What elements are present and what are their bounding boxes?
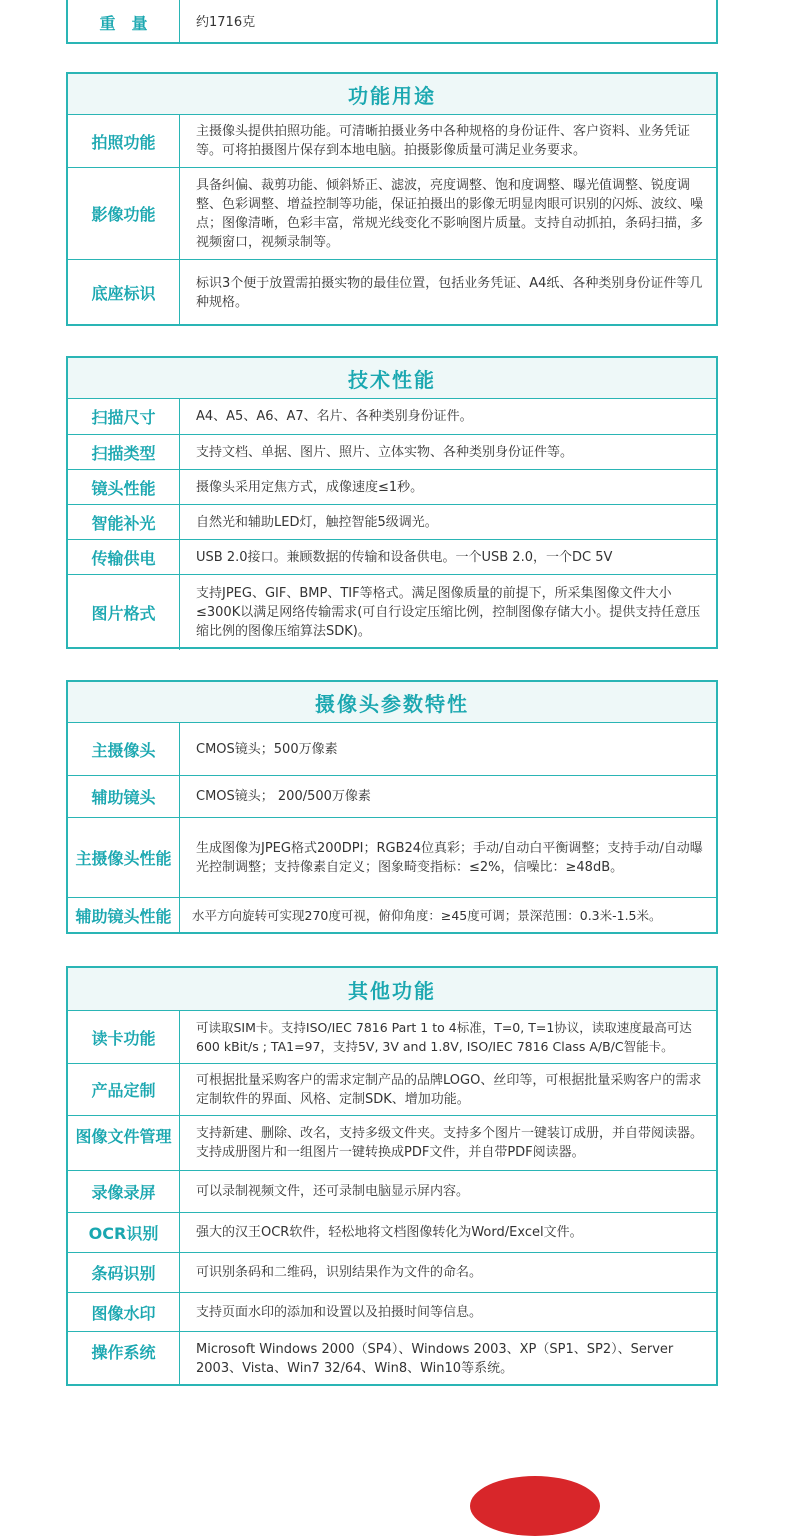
spec-value: 强大的汉王OCR软件，轻松地将文档图像转化为Word/Excel文件。	[196, 1225, 583, 1240]
spec-label: 图像水印	[68, 1293, 180, 1331]
spec-value: CMOS镜头； 200/500万像素	[196, 789, 371, 804]
spec-label: 操作系统	[68, 1332, 180, 1385]
spec-value: 自然光和辅助LED灯，触控智能5级调光。	[196, 514, 438, 530]
section-title: 技术性能	[68, 358, 716, 399]
spec-value: Microsoft Windows 2000（SP4）、Windows 2003、XP（SP1、SP2）、Server 2003、Vista、Win7 32/64、Win8、Win10等系统。	[196, 1341, 674, 1376]
spec-row	[68, 469, 716, 504]
spec-value: USB 2.0接口。兼顾数据的传输和设备供电。一个USB 2.0，一个DC 5V	[196, 549, 613, 565]
spec-row	[68, 115, 716, 167]
spec-value: 可以录制视频文件，还可录制电脑显示屏内容。	[196, 1184, 470, 1199]
spec-label: 智能补光	[68, 505, 180, 539]
spec-row	[68, 723, 716, 775]
spec-value: 生成图像为JPEG格式200DPI；RGB24位真彩；手动/自动白平衡调整；支持手动/自动曝光控制调整；支持像素自定义；图象畸变指标：≤2%，信噪比：≥48dB。	[196, 840, 703, 875]
spec-row	[68, 1115, 716, 1170]
spec-label: 拍照功能	[68, 115, 180, 167]
spec-row	[68, 897, 716, 933]
camera-table	[66, 680, 718, 934]
spec-label: 扫描类型	[68, 435, 180, 469]
spec-label: 底座标识	[68, 260, 180, 325]
spec-row	[68, 1011, 716, 1063]
spec-label: 辅助镜头	[68, 776, 180, 817]
spec-value: 可读取SIM卡。支持ISO/IEC 7816 Part 1 to 4标准，T=0, T=1协议，读取速度最高可达600 kBit/s ; TA1=97，支持5V, 3V and 1.8V, ISO/IEC 7816 Class A/B/C智能卡。	[196, 1020, 692, 1054]
spec-value: 约1716克	[196, 14, 256, 30]
spec-row	[68, 1170, 716, 1212]
section-title: 其他功能	[68, 968, 716, 1011]
spec-value: 支持新建、删除、改名，支持多级文件夹。支持多个图片一键装订成册，并自带阅读器。支持成册图片和一组图片一键转换成PDF文件，并自带PDF阅读器。	[196, 1126, 704, 1160]
spec-value: 具备纠偏、裁剪功能、倾斜矫正、滤波，亮度调整、饱和度调整、曝光值调整、锐度调整、色彩调整、增益控制等功能，保证拍摄出的影像无明显肉眼可识别的闪烁、波纹、噪点；图像清晰，色彩丰富，常规光线变化不影响图片质量。支持自动抓拍，条码扫描，多视频窗口，视频录制等。	[196, 177, 704, 250]
spec-value: 摄像头采用定焦方式，成像速度≤1秒。	[196, 479, 424, 495]
spec-label: 图片格式	[68, 575, 180, 650]
spec-label: 条码识别	[68, 1253, 180, 1292]
spec-label: 图像文件管理	[68, 1116, 180, 1170]
weight-table	[66, 0, 718, 44]
spec-row	[68, 399, 716, 434]
spec-row-weight	[68, 0, 716, 44]
spec-label: 产品定制	[68, 1064, 180, 1115]
spec-value: 可识别条码和二维码，识别结果作为文件的命名。	[196, 1265, 483, 1280]
spec-row	[68, 1331, 716, 1385]
spec-row	[68, 817, 716, 897]
spec-value: 水平方向旋转可实现270度可视，俯仰角度：≥45度可调；景深范围：0.3米-1.5米。	[192, 908, 662, 923]
spec-value: 支持文档、单据、图片、照片、立体实物、各种类别身份证件等。	[196, 444, 574, 460]
spec-row	[68, 167, 716, 259]
spec-row	[68, 574, 716, 650]
spec-label: 主摄像头	[68, 723, 180, 775]
spec-row	[68, 775, 716, 817]
spec-row	[68, 1212, 716, 1252]
decorative-red-shape	[470, 1476, 600, 1536]
spec-label: 镜头性能	[68, 470, 180, 504]
spec-row	[68, 539, 716, 574]
spec-row	[68, 1063, 716, 1115]
spec-value: A4、A5、A6、A7、名片、各种类别身份证件。	[196, 409, 473, 424]
spec-value: CMOS镜头；500万像素	[196, 741, 338, 757]
spec-value: 标识3个便于放置需拍摄实物的最佳位置，包括业务凭证、A4纸、各种类别身份证件等几种规格。	[196, 275, 703, 310]
spec-row	[68, 434, 716, 469]
spec-value: 主摄像头提供拍照功能。可清晰拍摄业务中各种规格的身份证件、客户资料、业务凭证等。可将拍摄图片保存到本地电脑。拍摄影像质量可满足业务要求。	[196, 124, 691, 158]
spec-label: 重 量	[68, 0, 180, 44]
spec-label: 传输供电	[68, 540, 180, 574]
tech-table	[66, 356, 718, 649]
spec-label: 影像功能	[68, 168, 180, 259]
spec-value: 可根据批量采购客户的需求定制产品的品牌LOGO、丝印等，可根据批量采购客户的需求定制软件的界面、风格、定制SDK、增加功能。	[196, 1072, 702, 1107]
spec-row	[68, 1252, 716, 1292]
other-table	[66, 966, 718, 1386]
spec-value: 支持JPEG、GIF、BMP、TIF等格式。满足图像质量的前提下，所采集图像文件大小≤300K以满足网络传输需求(可自行设定压缩比例，控制图像存储大小。提供支持任意压缩比例的图像压缩算法SDK)。	[196, 586, 701, 639]
spec-value: 支持页面水印的添加和设置以及拍摄时间等信息。	[196, 1304, 483, 1320]
spec-label: 录像录屏	[68, 1171, 180, 1212]
spec-row	[68, 504, 716, 539]
spec-label: 辅助镜头性能	[68, 898, 180, 933]
spec-label: 扫描尺寸	[68, 399, 180, 434]
spec-row	[68, 259, 716, 325]
section-title: 功能用途	[68, 74, 716, 115]
spec-row	[68, 1292, 716, 1331]
spec-label: OCR识别	[68, 1213, 180, 1252]
spec-label: 读卡功能	[68, 1011, 180, 1063]
spec-label: 主摄像头性能	[68, 818, 180, 897]
function-table	[66, 72, 718, 326]
section-title: 摄像头参数特性	[68, 682, 716, 723]
